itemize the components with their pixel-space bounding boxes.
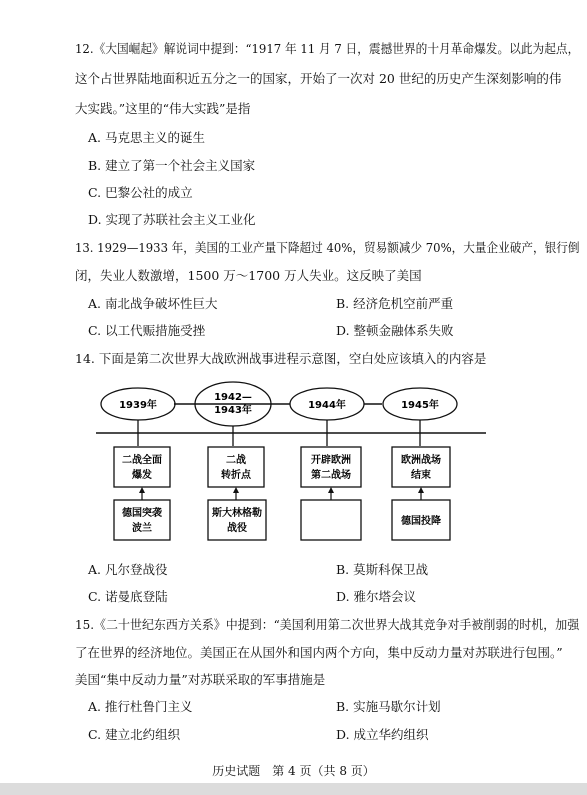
year-label-1939: 1939年 [119,400,157,411]
year-label-1945: 1945年 [401,400,439,411]
q15-option-b: B. 实施马歇尔计划 [336,699,441,714]
year-label-1942-line-2: 1943年 [214,405,252,416]
q13-option-c: C. 以工代赈措施受挫 [88,323,206,338]
event-4-line-1: 欧洲战场 [401,455,441,466]
cause-box-2 [208,500,266,540]
cause-1-line-2: 波兰 [132,523,152,534]
event-2-line-2: 转折点 [221,470,251,481]
page-footer: 历史试题 第 4 页（共 8 页） [212,764,375,778]
q14-option-b: B. 莫斯科保卫战 [336,562,429,577]
cause-2-line-1: 斯大林格勒 [212,508,262,519]
q15-option-d: D. 成立华约组织 [336,727,429,742]
event-box-4 [392,447,450,487]
cause-2-line-2: 战役 [227,523,247,534]
q15-stem-line-1: 15.《二十世纪东西方关系》中提到：“美国利用第二次世界大战其竞争对手被削弱的时机，加强 [75,617,580,632]
year-label-1944: 1944年 [308,400,346,411]
q13-stem-line-1: 13. 1929—1933 年，美国的工业产量下降超过 40%，贸易额减少 70%，大量企业破产，银行倒 [75,240,580,255]
q14-option-c: C. 诺曼底登陆 [88,589,168,604]
arrow-icon [139,487,145,493]
q12-stem-line-2: 这个占世界陆地面积近五分之一的国家，开始了一次对 20 世纪的历史产生深刻影响的伟 [75,71,562,86]
q14-option-a: A. 凡尔登战役 [88,562,168,577]
year-label-1942-line-1: 1942— [214,392,252,403]
event-box-2 [208,447,264,487]
arrow-icon [418,487,424,493]
bottom-bar [0,783,587,795]
q15-option-c: C. 建立北约组织 [88,727,181,742]
event-3-line-2: 第二战场 [311,470,351,481]
q14-stem-line-1: 14. 下面是第二次世界大战欧洲战事进程示意图，空白处应该填入的内容是 [75,351,487,366]
q12-option-b: B. 建立了第一个社会主义国家 [88,158,256,173]
q13-option-b: B. 经济危机空前严重 [336,296,454,311]
q13-stem-line-2: 闭，失业人数激增，1500 万～1700 万人失业。这反映了美国 [75,268,422,283]
q15-stem-line-2: 了在世界的经济地位。美国正在从国外和国内两个方向，集中反动力量对苏联进行包围。” [75,645,563,660]
q14-option-d: D. 雅尔塔会议 [336,589,417,604]
q12-stem-line-3: 大实践。”这里的“伟大实践”是指 [75,101,251,116]
arrow-icon [233,487,239,493]
q13-option-a: A. 南北战争破坏性巨大 [88,296,218,311]
event-1-line-1: 二战全面 [122,455,162,466]
event-box-3 [301,447,361,487]
q15-stem-line-3: 美国“集中反动力量”对苏联采取的军事措施是 [75,672,326,687]
event-1-line-2: 爆发 [132,470,152,481]
q12-option-c: C. 巴黎公社的成立 [88,185,193,200]
q12-option-d: D. 实现了苏联社会主义工业化 [88,212,256,227]
blank-answer-box [301,500,361,540]
event-2-line-1: 二战 [226,455,246,466]
q12-stem-line-1: 12.《大国崛起》解说词中提到：“1917 年 11 月 7 日，震撼世界的十月革命爆发。以此为起点， [75,41,580,56]
q12-option-a: A. 马克思主义的诞生 [88,130,205,145]
event-box-1 [114,447,170,487]
arrow-icon [328,487,334,493]
q15-option-a: A. 推行杜鲁门主义 [88,699,193,714]
event-3-line-1: 开辟欧洲 [311,455,351,466]
cause-4-line-1: 德国投降 [401,516,441,527]
cause-1-line-1: 德国突袭 [122,508,162,519]
event-4-line-2: 结束 [411,470,431,481]
cause-box-1 [114,500,170,540]
q13-option-d: D. 整顿金融体系失败 [336,323,454,338]
